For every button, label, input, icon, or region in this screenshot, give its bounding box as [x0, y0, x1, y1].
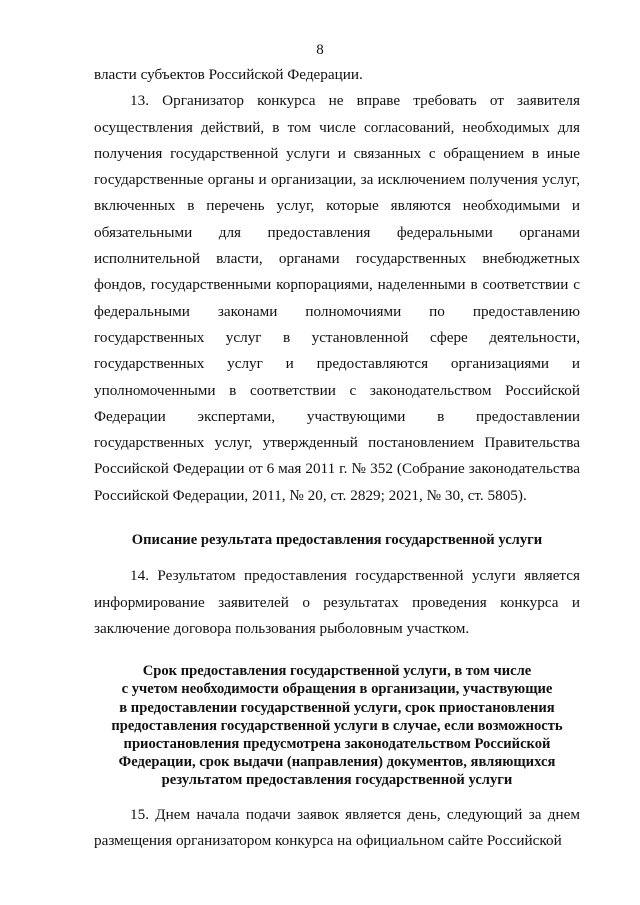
paragraph-13: 13. Организатор конкурса не вправе требовать от заявителя осуществления действий, в том числе согласований, необходимых для получения государственной услуги и связанных с обращением в иные государственные органы и организации, за исключением получения услуг, включенных в перечень услуг, которые являются необходимыми и обязательными для предоставления федеральными органами исполнительной власти, органами государственных внебюджетных фондов, государственными корпорациями, наделенными в соответствии с федеральными законами полномочиями по предоставлению государственных услуг в установленной сфере деятельности, государственных услуг и предоставляются организациями и уполномоченными в соответствии с законодательством Российской Федерации экспертами, участвующими в предоставлении государственных услуг, утвержденный постановлением Правительства Российской Федерации от 6 мая 2011 г. № 352 (Собрание законодательства Российской Федерации, 2011, № 20, ст. 2829; 2021, № 30, ст. 5805).	[94, 92, 580, 504]
heading-line: предоставления государственной услуги в случае, если возможность	[111, 717, 563, 734]
paragraph-continuation: власти субъектов Российской Федерации.	[94, 66, 363, 83]
page-number: 8	[316, 42, 324, 58]
heading-line: Срок предоставления государственной услуги, в том числе	[142, 663, 532, 680]
spacer	[94, 642, 580, 662]
heading-line: с учетом необходимости обращения в организации, участвующие	[121, 681, 553, 698]
spacer	[94, 790, 580, 802]
heading-line: результатом предоставления государственной услуги	[161, 772, 513, 789]
section-heading-result: Описание результата предоставления государственной услуги	[131, 532, 543, 549]
paragraph-14: 14. Результатом предоставления государственной услуги является информирование заявителей о результатах проведения конкурса и заключение договора пользования рыболовным участком.	[94, 567, 580, 637]
document-body	[94, 62, 580, 854]
heading-line: в предоставлении государственной услуги, срок приостановления	[119, 699, 555, 716]
paragraph-15: 15. Днем начала подачи заявок является день, следующий за днем размещения организатором конкурса на официальном сайте Российской	[94, 805, 580, 849]
heading-line: приостановления предусмотрена законодательством Российской	[123, 735, 551, 752]
heading-line: Федерации, срок выдачи (направления) документов, являющихся	[118, 754, 556, 771]
spacer	[94, 509, 580, 531]
section-heading-term	[94, 662, 580, 789]
spacer	[94, 549, 580, 563]
